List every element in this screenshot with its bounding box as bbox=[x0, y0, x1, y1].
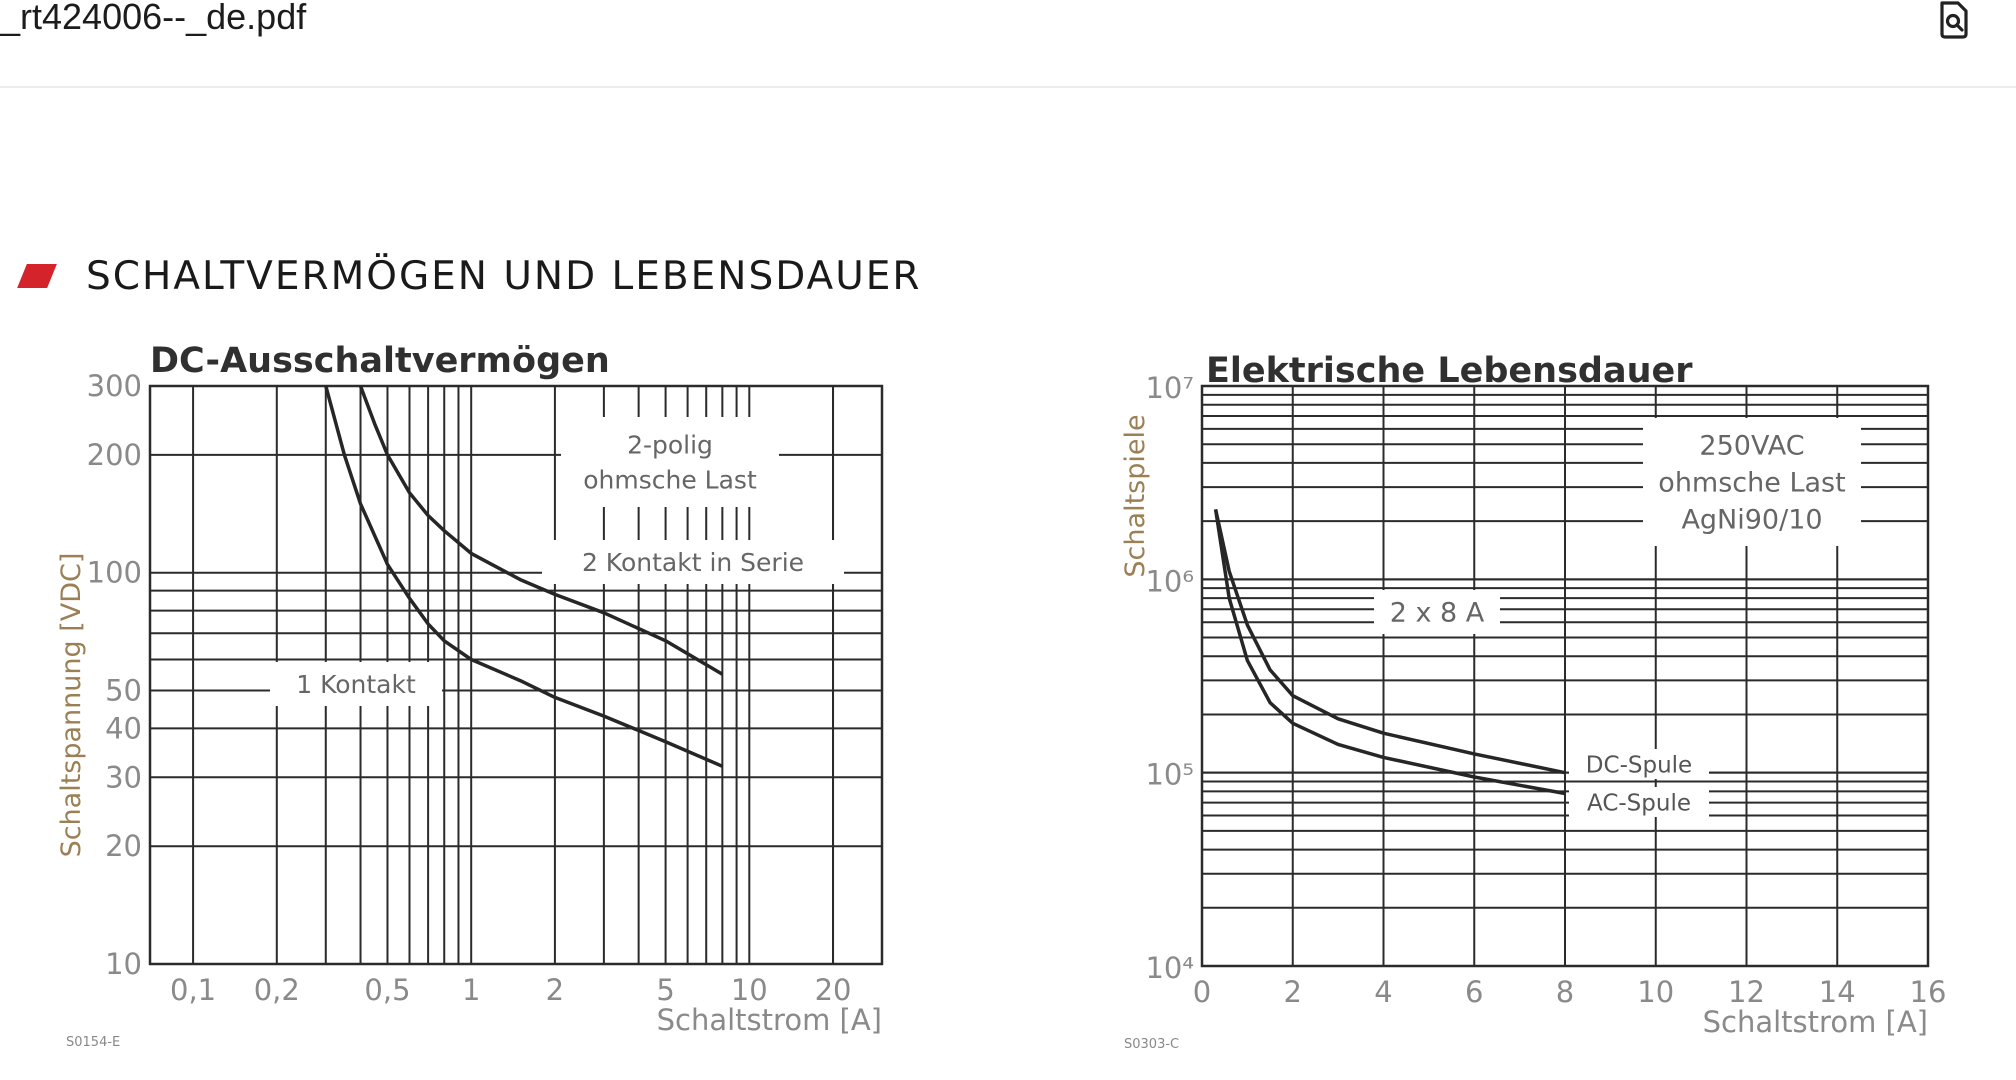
rating-label: 2 x 8 A bbox=[1389, 597, 1485, 629]
y-tick-label: 30 bbox=[105, 760, 142, 795]
polarity-label: ohmsche Last bbox=[583, 465, 757, 495]
x-tick-label: 0,1 bbox=[170, 973, 217, 1007]
x-tick-label: 20 bbox=[814, 973, 852, 1007]
load-conditions-label: ohmsche Last bbox=[1658, 467, 1846, 499]
y-tick-label: 100 bbox=[86, 555, 142, 590]
load-conditions-label: AgNi90/10 bbox=[1681, 504, 1823, 536]
y-tick-label: 20 bbox=[105, 829, 142, 864]
document-search-icon bbox=[1936, 0, 1972, 40]
single-contact-label: 1 Kontakt bbox=[296, 670, 416, 699]
y-tick-label: 300 bbox=[86, 369, 142, 403]
section-heading bbox=[14, 246, 922, 306]
y-tick-label: 200 bbox=[86, 437, 142, 472]
pdf-viewer-toolbar bbox=[0, 0, 2016, 88]
x-tick-label: 8 bbox=[1555, 975, 1575, 1009]
x-tick-label: 6 bbox=[1465, 975, 1484, 1009]
x-tick-label: 2 bbox=[1283, 975, 1302, 1009]
chart-title: Elektrische Lebensdauer bbox=[1206, 351, 1693, 391]
x-axis-label: Schaltstrom [A] bbox=[656, 1003, 882, 1037]
y-tick-label: 10⁴ bbox=[1145, 951, 1194, 985]
chart-code: S0303-C bbox=[1124, 1037, 1180, 1050]
y-axis-label: Schaltspiele bbox=[1120, 414, 1151, 578]
y-axis-label: Schaltspannung [VDC] bbox=[56, 552, 87, 858]
x-tick-label: 16 bbox=[1909, 975, 1947, 1009]
section-title: SCHALTVERMÖGEN UND LEBENSDAUER bbox=[86, 253, 922, 299]
chart-code: S0154-E bbox=[66, 1035, 121, 1050]
x-tick-label: 0 bbox=[1192, 975, 1212, 1009]
dc-coil-label: DC-Spule bbox=[1585, 752, 1693, 779]
x-tick-label: 10 bbox=[1637, 975, 1675, 1009]
x-tick-label: 12 bbox=[1728, 975, 1765, 1009]
series-contact-label: 2 Kontakt in Serie bbox=[581, 548, 805, 577]
x-tick-label: 4 bbox=[1374, 975, 1393, 1009]
dc-breaking-capacity-chart bbox=[50, 330, 900, 1050]
x-tick-label: 5 bbox=[656, 973, 675, 1007]
load-conditions-label: 250VAC bbox=[1699, 430, 1805, 462]
x-tick-label: 0,2 bbox=[253, 973, 300, 1007]
y-tick-label: 10⁵ bbox=[1145, 757, 1194, 792]
y-tick-label: 10 bbox=[105, 947, 142, 981]
polarity-label: 2-polig bbox=[627, 430, 713, 460]
y-tick-label: 40 bbox=[105, 711, 142, 746]
x-tick-label: 2 bbox=[545, 973, 565, 1007]
section-marker bbox=[17, 264, 57, 288]
chart-title: DC-Ausschaltvermögen bbox=[150, 341, 610, 381]
x-tick-label: 14 bbox=[1818, 975, 1856, 1009]
y-tick-label: 50 bbox=[105, 673, 142, 708]
ac-coil-label: AC-Spule bbox=[1586, 790, 1692, 817]
document-search-button[interactable] bbox=[1936, 0, 1972, 40]
x-tick-label: 10 bbox=[730, 973, 768, 1007]
y-tick-label: 10⁶ bbox=[1145, 564, 1194, 599]
y-tick-label: 10⁷ bbox=[1145, 371, 1194, 405]
document-filename: _rt424006--_de.pdf bbox=[0, 0, 307, 37]
electrical-life-chart bbox=[1110, 330, 1990, 1050]
x-tick-label: 1 bbox=[461, 973, 481, 1007]
x-axis-label: Schaltstrom [A] bbox=[1702, 1005, 1928, 1039]
x-tick-label: 0,5 bbox=[364, 973, 411, 1007]
